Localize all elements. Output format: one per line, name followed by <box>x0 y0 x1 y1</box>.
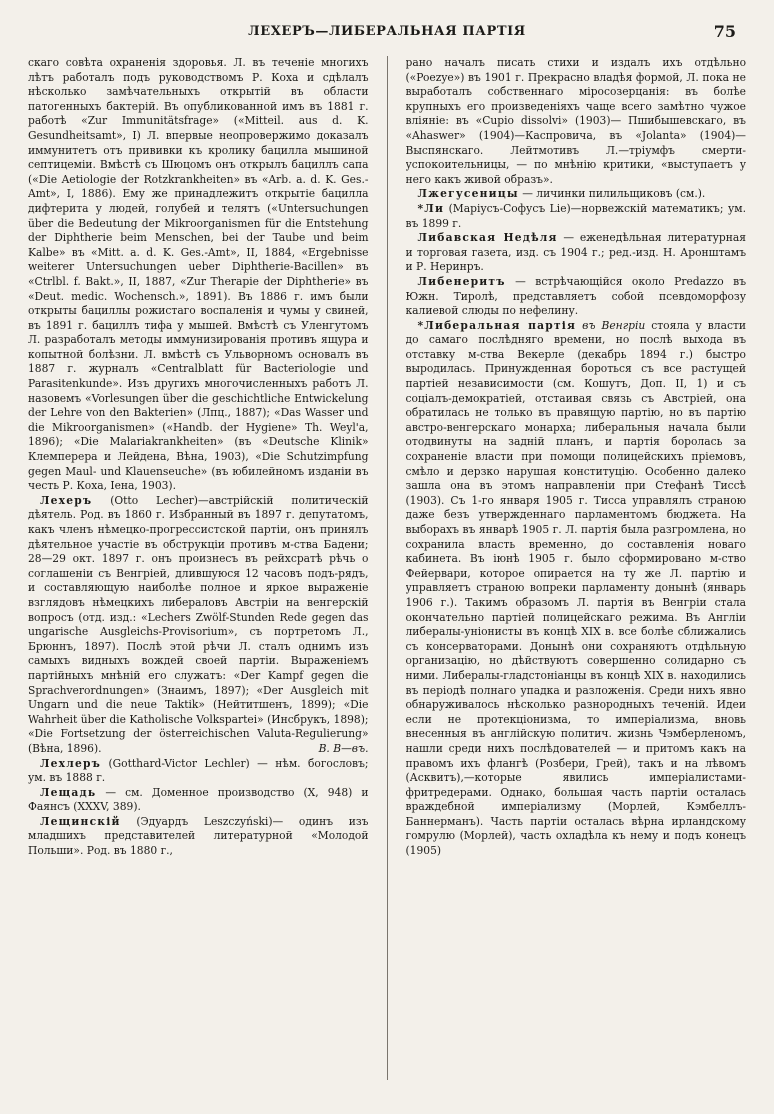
right-column <box>406 56 747 1080</box>
entry-headword: Лжегусеницы <box>417 187 519 201</box>
entry-headword: Либенеритъ <box>417 274 506 288</box>
entry-headword: *Либеральная партія <box>417 318 577 332</box>
continued-paragraph: скаго совѣта охраненія здоровья. Л. въ теченіе многихъ лѣтъ работалъ подъ руководствомъ Р. Коха и сдѣлалъ нѣсколько замѣчательныхъ открытій въ области патогенныхъ бактерій. Въ опубликованной имъ въ 1881 г. работѣ «Zur Immunitätsfrage» («Mitteil. aus d. K. Gesundheitsamt», I) Л. впервые неопровержимо доказалъ иммунитетъ отъ прививки къ кролику бацилла мышиной септицеміи. Вмѣстѣ съ Шюцомъ онъ открылъ бациллъ сапа («Die Aetiologie der Rotzkrankheiten» въ «Arb. a. d. K. Ges.-Amt», I, 1886). Ему же принадлежитъ открытіе бацилла дифтерита у людей, голубей и телятъ («Untersuchungen über die Bedeutung der Mikroorganismen für die Entstehung der Diphtherie beim Menschen, bei der Taube und beim Kalbe» въ «Mitt. a. d. K. Ges.-Amt», II, 1884, «Ergebnisse weiterer Untersuchungen ueber Diphtherie-Bacillen» въ «Ctrlbl. f. Bakt.», II, 1887, «Zur Therapie der Diphtherie» въ «Deut. medic. Wochensch.», 1891). Въ 1886 г. имъ были открыты бациллы рожистаго воспаленія и чумы у свиней, въ 1891 г. бациллъ тифа у мышей. Вмѣстѣ съ Уленгутомъ Л. разработалъ методы иммунизированія противъ ящура и копытной болѣзни. Л. вмѣстѣ съ Ульворномъ основалъ въ 1887 г. журналъ «Centralblatt für Bacteriologie und Parasitenkunde». Изъ другихъ многочисленныхъ работъ Л. назовемъ «Vorlesungen über die geschichtliche Entwickelung der Lehre von den Bakterien» (Лпц., 1887); «Das Wasser und die Mikroorganismen» («Handb. der Hygiene» Th. Weyl'а, 1896); «Die Malariakrankheiten» (въ «Deutsche Klinik» Клемперера и Лейдена, Вѣна, 1903), «Die Schutzimpfung gegen Maul- und Klauenseuche» (въ юбилейномъ изданіи въ честь Р. Коха, Іена, 1903). <box>28 56 369 493</box>
page-header <box>30 24 744 48</box>
entry-headword: Либавская Недѣля <box>417 231 558 245</box>
entry-text: (Маріусъ-Софусъ Lie)—норвежскій математикъ; ум. въ 1899 г. <box>405 201 746 230</box>
entry-libavskaya-nedelya <box>406 231 747 275</box>
entry-headword: Лехлеръ <box>40 756 102 770</box>
running-title: ЛЕХЕРЪ—ЛИБЕРАЛЬНАЯ ПАРТІЯ <box>248 24 526 39</box>
entry-tag: въ Венгріи <box>582 318 646 332</box>
entry-liberal-party <box>406 319 747 859</box>
entry-headword: Лещинскій <box>40 814 121 828</box>
entry-text: — еженедѣльная литературная и торговая газета, изд. съ 1904 г.; ред.-изд. Н. Аронштамъ и Р. Неринръ. <box>405 231 746 274</box>
page-number: 75 <box>713 22 736 41</box>
entry-lechler <box>28 757 369 786</box>
column-divider <box>387 56 388 1080</box>
entry-libenerit <box>406 275 747 319</box>
entry-li <box>406 202 747 231</box>
entry-headword: Лещадь <box>40 785 97 799</box>
entry-leszczynski <box>28 815 369 859</box>
entry-leshchad <box>28 786 369 815</box>
entry-text: (Gotthard-Victor Lechler) — нѣм. богословъ; ум. въ 1888 г. <box>28 756 369 785</box>
entry-headword: *Ли <box>417 201 445 215</box>
entry-text: (Эдуардъ Leszczyński)— одинъ изъ младшихъ представителей литературной «Молодой Польши». Род. въ 1880 г., <box>28 814 369 858</box>
entry-text: стояла у власти до самаго послѣдняго времени, но послѣ выхода въ отставку м-ства Векерле (декабрь 1894 г.) быстро выродилась. Принужденная бороться съ все растущей партіей независимости (см. Кошутъ, Доп. II, 1) и съ соціалъ-демократіей, отстаивая связь съ Австріей, она обратилась не только въ правящую партію, но въ партію австро-венгерскаго монарха; либеральныя начала были отодвинуты на задній планъ, и партія боролась за сохраненіе власти при помощи полицейскихъ пріемовъ, смѣло и дерзко нарушая конституцію. Особенно далеко зашла она въ этомъ направленіи при Стефанѣ Тиссѣ (1903). Съ 1-го января 1905 г. Тисса управлялъ страною даже безъ утвержденнаго парламентомъ бюджета. На выборахъ въ январѣ 1905 г. Л. партія была разгромлена, но сохранила власть временно, до составленія новаго кабинета. Въ іюнѣ 1905 г. было сформировано м-ство Фейервари, которое опирается на ту же Л. партію и управляетъ страною вопреки парламенту донынѣ (январь 1906 г.). Такимъ образомъ Л. партія въ Венгріи стала окончательно партіей полицейскаго режима. Въ Англіи либералы-уніонисты въ концѣ XIX в. все болѣе сближались съ консерваторами. Донынѣ они сохраняютъ отдѣльную организацію, но дѣйствуютъ совершенно солидарно съ ними. Либералы-гладстоніанцы въ концѣ XIX в. находились въ періодѣ полнаго упадка и разложенія. Среди нихъ явно обнаруживалось нѣсколько разнородныхъ теченій. Идеи если не протекціонизма, то имперіализма, вновь внесенныя въ англійскую политич. жизнь Чэмберленомъ, нашли среди нихъ послѣдователей — и притомъ какъ на правомъ ихъ флангѣ (Розбери, Грей), такъ и на лѣвомъ (Асквитъ),—которые явились имперіалистами-фритредерами. Однако, большая часть партіи осталась враждебной имперіализму (Морлей, Кэмбеллъ-Баннерманъ). Часть партіи осталась вѣрна ирландскому гомрулю (Морлей), часть охладѣла къ нему и подъ конецъ (1905) <box>405 318 746 858</box>
entry-lecher <box>28 494 369 757</box>
text-columns <box>28 56 746 1080</box>
entry-lzhegusenitsy <box>406 187 747 202</box>
entry-signature: В. В—въ. <box>318 741 369 755</box>
entry-text: (Otto Lecher)—австрійскій политическій дѣятель. Род. въ 1860 г. Избранный въ 1897 г. депутатомъ, какъ членъ нѣмецко-прогрессистской партіи, онъ принялъ дѣятельное участіе въ обструкціи противъ м-ства Бадени; 28—29 окт. 1897 г. онъ произнесъ въ рейхсратѣ рѣчь о соглашеніи съ Венгріей, длившуюся 12 часовъ подъ-рядъ, и составляющую наиболѣе полное и яркое выраженіе взглядовъ нѣмецкихъ либераловъ Австріи на венгерскій вопросъ (отд. изд.: «Lechers Zwölf-Stunden Rede gegen das ungarische Ausgleichs-Provisorium», съ портретомъ Л., Брюннъ, 1897). Послѣ этой рѣчи Л. сталъ однимъ изъ самыхъ видныхъ вождей своей партіи. Выраженіемъ партійныхъ мнѣній его служатъ: «Der Kampf gegen die Sprachverordnungen» (Знаимъ, 1897); «Der Ausgleich mit Ungarn und die neue Taktik» (Нейтитшенъ, 1899); «Die Wahrheit über die Katholische Volkspartei» (Инсбрукъ, 1898); «Die Fortsetzung der österreichischen Valuta-Regulierung» (Вѣна, 1896). <box>28 493 369 755</box>
left-column <box>28 56 369 1080</box>
entry-text: — см. Доменное производство (X, 948) и Фаянсъ (XXXV, 389). <box>28 785 369 814</box>
entry-text: — встрѣчающійся около Predazzo въ Южн. Тиролѣ, представляетъ собой псевдоморфозу калиевой слюды по нефелину. <box>405 274 746 318</box>
entry-text: — личинки пилильщиковъ (см.). <box>522 187 706 201</box>
continued-paragraph: рано началъ писать стихи и издалъ ихъ отдѣльно («Poezye») въ 1901 г. Прекрасно владѣя формой, Л. пока не выработалъ собственнаго міросозерцанія: въ болѣе крупныхъ его произведеніяхъ чаще всего замѣтно чужое вліяніе: въ «Cupio dissolvi» (1903)— Пшибышевскаго, въ «Ahaswer» (1904)—Каспровича, въ «Jolanta» (1904)—Выспянскаго. Лейтмотивъ Л.—тріумфъ смерти-успокоительницы, — по мнѣнію критики, «выступаетъ у него какъ живой образъ». <box>405 56 746 186</box>
entry-headword: Лехеръ <box>40 493 93 507</box>
